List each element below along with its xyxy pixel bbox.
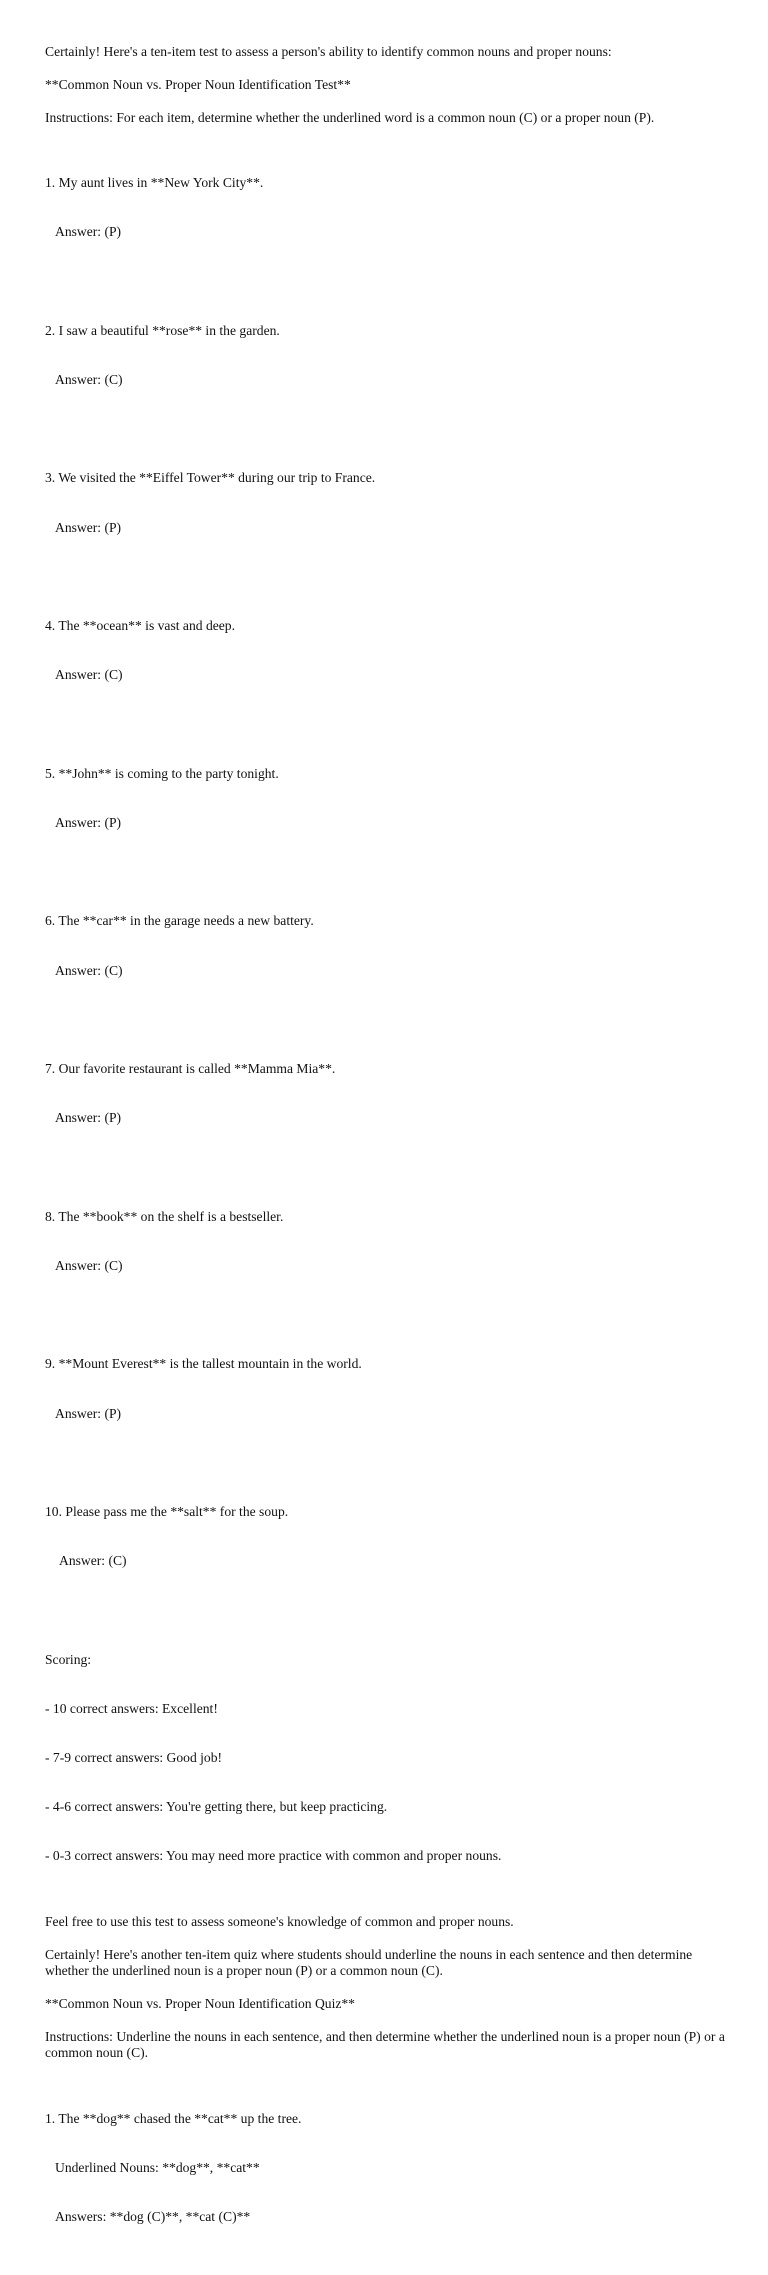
test-item	[45, 1176, 735, 1307]
scoring-line: - 4-6 correct answers: You're getting there, but keep practicing.	[45, 1799, 388, 1815]
test-instructions: Instructions: For each item, determine whether the underlined word is a common noun (C) or a proper noun (P).	[45, 109, 655, 125]
closing-text: Feel free to use this test to assess someone's knowledge of common and proper nouns.	[45, 1914, 514, 1930]
test-item	[45, 1471, 735, 1602]
answer-text: Answer: (P)	[55, 519, 122, 535]
intro-text: Certainly! Here's a ten-item test to assess a person's ability to identify common nouns and proper nouns:	[45, 44, 612, 59]
test-item	[45, 585, 735, 716]
quiz-title: **Common Noun vs. Proper Noun Identification Quiz**	[45, 1996, 355, 2012]
question-text: 9. **Mount Everest** is the tallest mountain in the world.	[45, 1356, 362, 1372]
question-text: 8. The **book** on the shelf is a bestseller.	[45, 1208, 284, 1224]
answer-text: Answer: (C)	[55, 962, 123, 978]
question-text: 10. Please pass me the **salt** for the soup.	[45, 1503, 289, 1519]
quiz-item	[45, 2078, 735, 2258]
answer-text: Answer: (P)	[55, 1110, 122, 1126]
test-item	[45, 881, 735, 1012]
question-text: 1. My aunt lives in **New York City**.	[45, 175, 264, 191]
test-item	[45, 438, 735, 569]
second-intro-text: Certainly! Here's another ten-item quiz where students should underline the nouns in each sentence and then determine whether the underlined noun is a proper noun (P) or a common noun (C).	[45, 1946, 693, 1979]
answers-text: Answers: **dog (C)**, **cat (C)**	[55, 2209, 251, 2225]
test-item	[45, 733, 735, 864]
question-text: 6. The **car** in the garage needs a new battery.	[45, 913, 314, 929]
question-text: 4. The **ocean** is vast and deep.	[45, 618, 236, 634]
answer-text: Answer: (P)	[55, 1405, 122, 1421]
quiz-instructions: Instructions: Underline the nouns in each sentence, and then determine whether the underlined noun is a proper noun (P) or a common noun (C).	[45, 2028, 725, 2061]
answer-text: Answer: (C)	[55, 667, 123, 683]
answer-text: Answer: (C)	[55, 1257, 123, 1273]
scoring-line: - 10 correct answers: Excellent!	[45, 1700, 218, 1716]
scoring-section	[45, 1619, 735, 1898]
test-item	[45, 1324, 735, 1455]
underlined-nouns-text: Underlined Nouns: **dog**, **cat**	[55, 2160, 260, 2176]
test-item	[45, 290, 735, 421]
test-title: **Common Noun vs. Proper Noun Identification Test**	[45, 76, 351, 92]
test-item	[45, 142, 735, 273]
test-item	[45, 1028, 735, 1159]
question-text: 3. We visited the **Eiffel Tower** during our trip to France.	[45, 470, 376, 486]
answer-text: Answer: (P)	[55, 224, 122, 240]
question-text: 2. I saw a beautiful **rose** in the garden.	[45, 322, 280, 338]
answer-text: Answer: (P)	[55, 814, 122, 830]
answer-text: Answer: (C)	[55, 372, 123, 388]
scoring-line: - 0-3 correct answers: You may need more practice with common and proper nouns.	[45, 1848, 502, 1864]
question-text: 7. Our favorite restaurant is called **Mamma Mia**.	[45, 1061, 336, 1077]
document-page	[45, 44, 735, 2275]
answer-text: Answer: (C)	[59, 1553, 127, 1569]
question-text: 5. **John** is coming to the party tonight.	[45, 765, 279, 781]
scoring-heading: Scoring:	[45, 1651, 92, 1667]
scoring-line: - 7-9 correct answers: Good job!	[45, 1750, 223, 1766]
question-text: 1. The **dog** chased the **cat** up the tree.	[45, 2110, 302, 2126]
